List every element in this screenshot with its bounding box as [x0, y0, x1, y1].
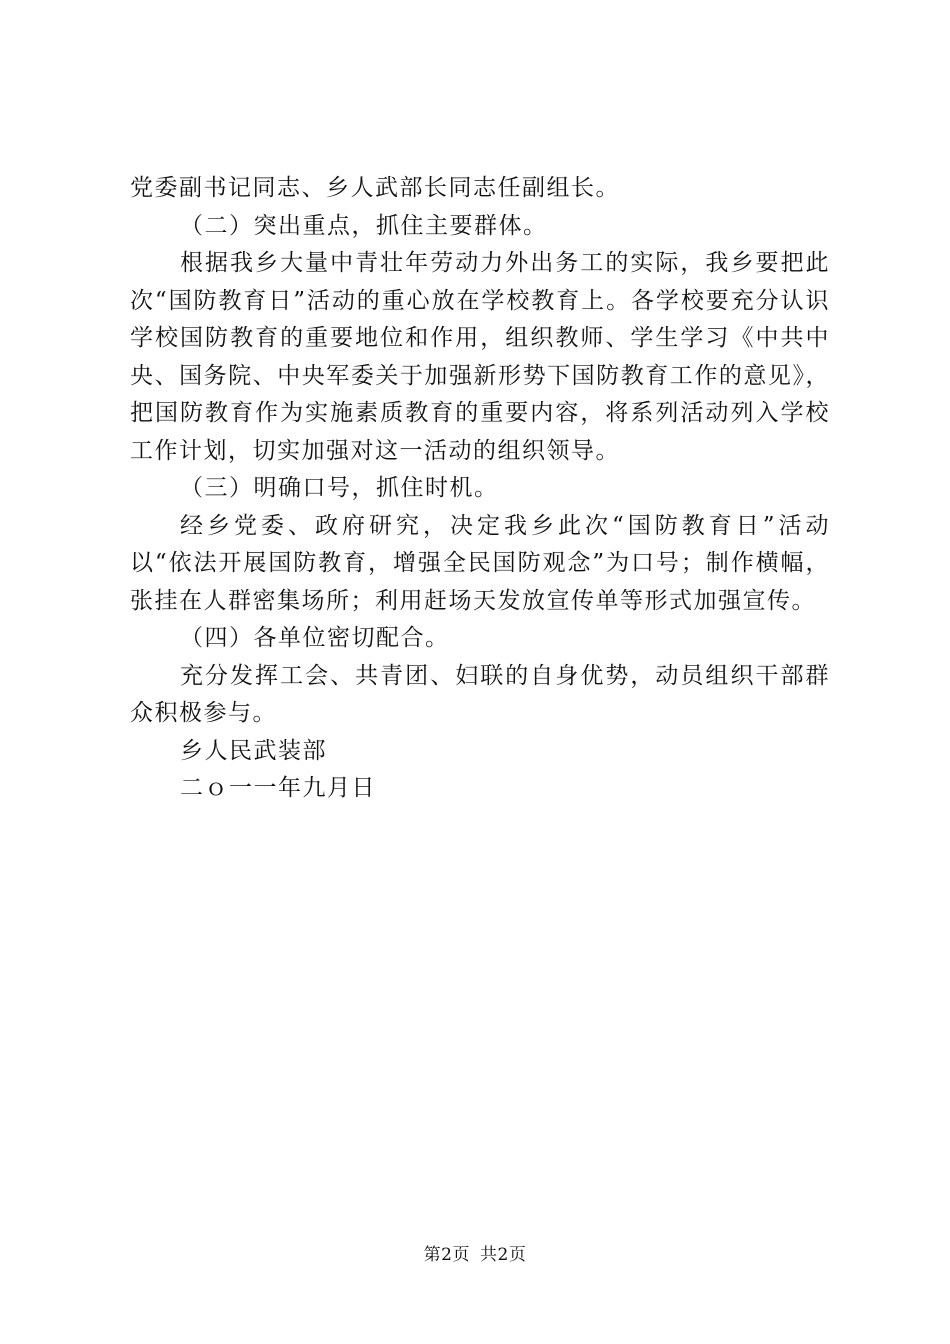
- signature-organization: 乡人民武装部: [180, 737, 327, 764]
- page-footer: [0, 1240, 950, 1265]
- signature-date: 二ｏ一一年九月日: [180, 775, 376, 801]
- section-heading-2: （二）突出重点，抓住主要群体。: [180, 212, 548, 239]
- document-body: [130, 170, 830, 808]
- page-number: 第2页: [423, 1245, 470, 1265]
- paragraph-slogan: 经乡党委、政府研究，决定我乡此次“国防教育日”活动以“依法开展国防教育，增强全民国防观念”为口号；制作横幅，张挂在人群密集场所；利用赶场天发放宣传单等形式加强宣传。: [130, 512, 830, 614]
- section-heading-3: （三）明确口号，抓住时机。: [180, 475, 499, 501]
- paragraph-assignment: 党委副书记同志、乡人武部长同志任副组长。: [130, 175, 620, 201]
- paragraph-school-education: 根据我乡大量中青壮年劳动力外出务工的实际，我乡要把此次“国防教育日”活动的重心放在学校教育上。各学校要充分认识学校国防教育的重要地位和作用，组织教师、学生学习《中共中央、国务院、中央军委关于加强新形势下国防教育工作的意见》，把国防教育作为实施素质教育的重要内容，将系列活动列入学校工作计划，切实加强对这一活动的组织领导。: [130, 250, 830, 464]
- section-heading-4: （四）各单位密切配合。: [180, 625, 450, 651]
- paragraph-cooperation: 充分发挥工会、共青团、妇联的自身优势，动员组织干部群众积极参与。: [130, 662, 830, 726]
- page-total: 共2页: [480, 1245, 527, 1265]
